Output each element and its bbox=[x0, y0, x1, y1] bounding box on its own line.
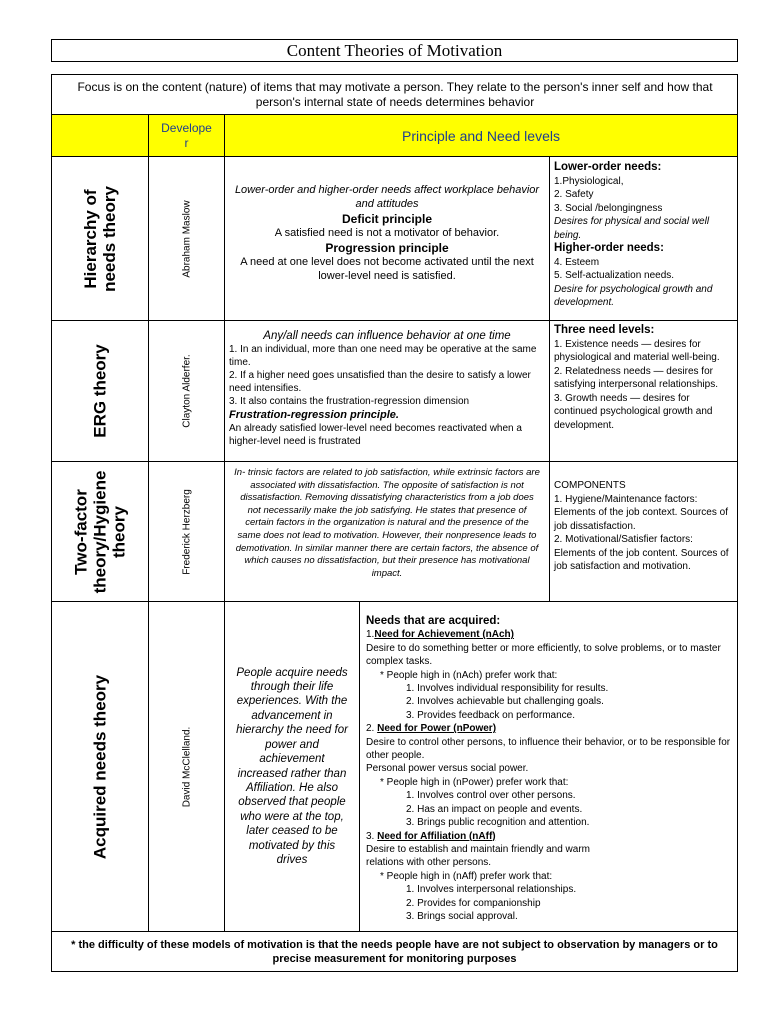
naff-item: 1. Involves interpersonal relationships. bbox=[406, 884, 577, 896]
erg-needs-head: Three need levels: bbox=[554, 324, 655, 336]
maslow-higher-item: 5. Self-actualization needs. bbox=[554, 270, 675, 281]
header-principle-text: Principle and Need levels bbox=[402, 127, 560, 144]
maslow-deficit-text: A satisfied need is not a motivator of behavior. bbox=[274, 227, 500, 239]
mcclelland-theory-cell bbox=[52, 602, 148, 931]
erg-principle-item: 2. If a higher need goes unsatisfied than the desire to satisfy a lower need intensifies. bbox=[229, 370, 531, 394]
header-developer-cell bbox=[149, 115, 224, 156]
mcclelland-principle-text: People acquire needs through their life experiences. With the advancement in hierarchy the need for power and achievement increased rather than Affiliation. He also observed that people who were at the top, later ceased to be motivated by this drives bbox=[236, 666, 348, 866]
mcclelland-developer-name: David McClelland. bbox=[181, 726, 192, 807]
theories-table bbox=[51, 74, 738, 972]
footer-row bbox=[58, 932, 731, 971]
maslow-lower-item: 3. Social /belongingness bbox=[554, 202, 663, 214]
erg-developer-cell bbox=[149, 321, 224, 461]
erg-principle-intro: Any/all needs can influence behavior at one time bbox=[263, 330, 511, 342]
maslow-principle-intro: Lower-order and higher-order needs affect workplace behavior and attitudes bbox=[234, 184, 540, 210]
maslow-needs-cell bbox=[550, 161, 737, 310]
intro-text: Focus is on the content (nature) of items that may motivate a person. They relate to the person's inner self and how that person's internal state of needs determines behavior bbox=[77, 80, 713, 109]
erg-theory-cell bbox=[52, 321, 148, 461]
maslow-deficit-head: Deficit principle bbox=[341, 212, 433, 226]
npower-number: 2. bbox=[366, 723, 378, 735]
erg-theory-name: ERG theory bbox=[90, 344, 110, 438]
herzberg-components-head: COMPONENTS bbox=[554, 480, 626, 491]
herzberg-components-cell bbox=[550, 479, 737, 574]
nach-prefer: * People high in (nAch) prefer work that: bbox=[380, 669, 558, 681]
maslow-higher-desc: Desire for psychological growth and development. bbox=[554, 283, 713, 308]
erg-needs-item: 3. Growth needs — desires for continued psychological growth and development. bbox=[554, 392, 713, 431]
page-title bbox=[51, 39, 738, 62]
erg-frustration-head: Frustration-regression principle. bbox=[229, 409, 399, 421]
erg-developer-name: Clayton Alderfer. bbox=[181, 354, 192, 428]
naff-item: 2. Provides for companionship bbox=[406, 897, 541, 909]
npower-item: 1. Involves control over other persons. bbox=[406, 790, 576, 802]
nach-item: 3. Provides feedback on performance. bbox=[406, 709, 575, 721]
maslow-theory-name: Hierarchy of needs theory bbox=[81, 185, 119, 292]
maslow-lower-head: Lower-order needs: bbox=[554, 161, 662, 173]
footer-text: * the difficulty of these models of motivation is that the needs people have are not subject to observation by managers or to precise measurement for monitoring purposes bbox=[71, 938, 718, 965]
header-developer-line1: Develope bbox=[161, 120, 212, 135]
maslow-lower-item: 2. Safety bbox=[554, 189, 594, 200]
maslow-higher-head: Higher-order needs: bbox=[554, 242, 664, 254]
maslow-progression-head: Progression principle bbox=[325, 241, 449, 255]
npower-desc: Desire to control other persons, to influence their behavior, or to be responsible for other people. bbox=[366, 736, 731, 762]
intro-row bbox=[60, 76, 730, 114]
nach-item: 1. Involves individual responsibility for results. bbox=[406, 683, 609, 695]
maslow-progression-text: A need at one level does not become activated until the next lower-level need is satisfied. bbox=[240, 256, 534, 282]
maslow-lower-item: 1.Physiological, bbox=[554, 175, 624, 187]
npower-head: Need for Power (nPower) bbox=[377, 723, 497, 735]
herzberg-component-item: 2. Motivational/Satisfier factors: Elements of the job content. Sources of job satisfaction and motivation. bbox=[554, 534, 729, 572]
maslow-principle-cell bbox=[225, 183, 549, 283]
npower-item: 3. Brings public recognition and attention. bbox=[406, 817, 590, 829]
mcclelland-developer-cell bbox=[149, 602, 224, 931]
npower-item: 2. Has an impact on people and events. bbox=[406, 803, 583, 815]
header-principle-cell bbox=[225, 115, 737, 156]
erg-frustration-text: An already satisfied lower-level need becomes reactivated when a higher-level need is frustrated bbox=[229, 423, 522, 447]
herzberg-component-item: 1. Hygiene/Maintenance factors: Elements of the job context. Sources of job dissatisfaction. bbox=[554, 493, 728, 532]
mcclelland-needs-cell bbox=[360, 615, 737, 923]
erg-principle-item: 1. In an individual, more than one need may be operative at the same time. bbox=[229, 344, 537, 368]
nach-number: 1. bbox=[366, 629, 375, 641]
npower-prefer: * People high in (nPower) prefer work that: bbox=[380, 776, 569, 788]
maslow-developer-cell bbox=[149, 157, 224, 320]
title-text: Content Theories of Motivation bbox=[286, 41, 503, 60]
erg-needs-cell bbox=[550, 324, 737, 432]
nach-desc: Desire to do something better or more efficiently, to solve problems, or to master complex tasks. bbox=[366, 642, 721, 668]
nach-item: 2. Involves achievable but challenging goals. bbox=[406, 696, 604, 708]
mcclelland-theory-name: Acquired needs theory bbox=[90, 674, 110, 859]
npower-social: Personal power versus social power. bbox=[366, 763, 529, 775]
naff-head: Need for Affiliation (nAff) bbox=[377, 830, 496, 842]
naff-desc: Desire to establish and maintain friendly and warm relations with other persons. bbox=[366, 843, 590, 869]
mcclelland-principle-cell bbox=[225, 602, 359, 931]
herzberg-theory-name: Two-factor theory/Hygiene theory bbox=[71, 470, 129, 593]
maslow-developer-name: Abraham Maslow bbox=[181, 199, 192, 278]
nach-head: Need for Achievement (nAch) bbox=[374, 629, 514, 641]
erg-principle-item: 3. It also contains the frustration-regression dimension bbox=[229, 396, 470, 407]
erg-needs-item: 2. Relatedness needs — desires for satisfying interpersonal relationships. bbox=[554, 365, 718, 390]
naff-item: 3. Brings social approval. bbox=[406, 910, 518, 922]
maslow-higher-item: 4. Esteem bbox=[554, 256, 600, 268]
naff-prefer: * People high in (nAff) prefer work that: bbox=[380, 870, 553, 882]
herzberg-theory-cell bbox=[52, 462, 148, 601]
herzberg-principle-cell bbox=[226, 467, 548, 580]
naff-number: 3. bbox=[366, 830, 378, 842]
header-theory-cell bbox=[52, 115, 148, 156]
mcclelland-needs-head: Needs that are acquired: bbox=[366, 615, 501, 627]
herzberg-developer-cell bbox=[149, 462, 224, 601]
herzberg-principle-text: In- trinsic factors are related to job satisfaction, while extrinsic factors are associated with dissatisfaction. The opposite of satisfaction is not dissatisfaction. Removing dissatisfying characteristics from a job does not necessarily make the job satisfying. He states that presence of certain factors in the organization is natural and the presence of the same does not lead to motivation. However, their nonpresence leads to demotivation. In similar manner there are certain factors, the absence of which causes no dissatisfaction, but their presence has motivational impact. bbox=[234, 467, 540, 579]
erg-needs-item: 1. Existence needs — desires for physiological and material well-being. bbox=[554, 338, 720, 363]
header-developer-line2: r bbox=[184, 135, 189, 150]
maslow-lower-desc: Desires for physical and social well being. bbox=[554, 216, 710, 241]
herzberg-developer-name: Frederick Herzberg bbox=[181, 488, 192, 575]
erg-principle-cell bbox=[225, 329, 549, 448]
maslow-theory-cell bbox=[52, 157, 148, 320]
